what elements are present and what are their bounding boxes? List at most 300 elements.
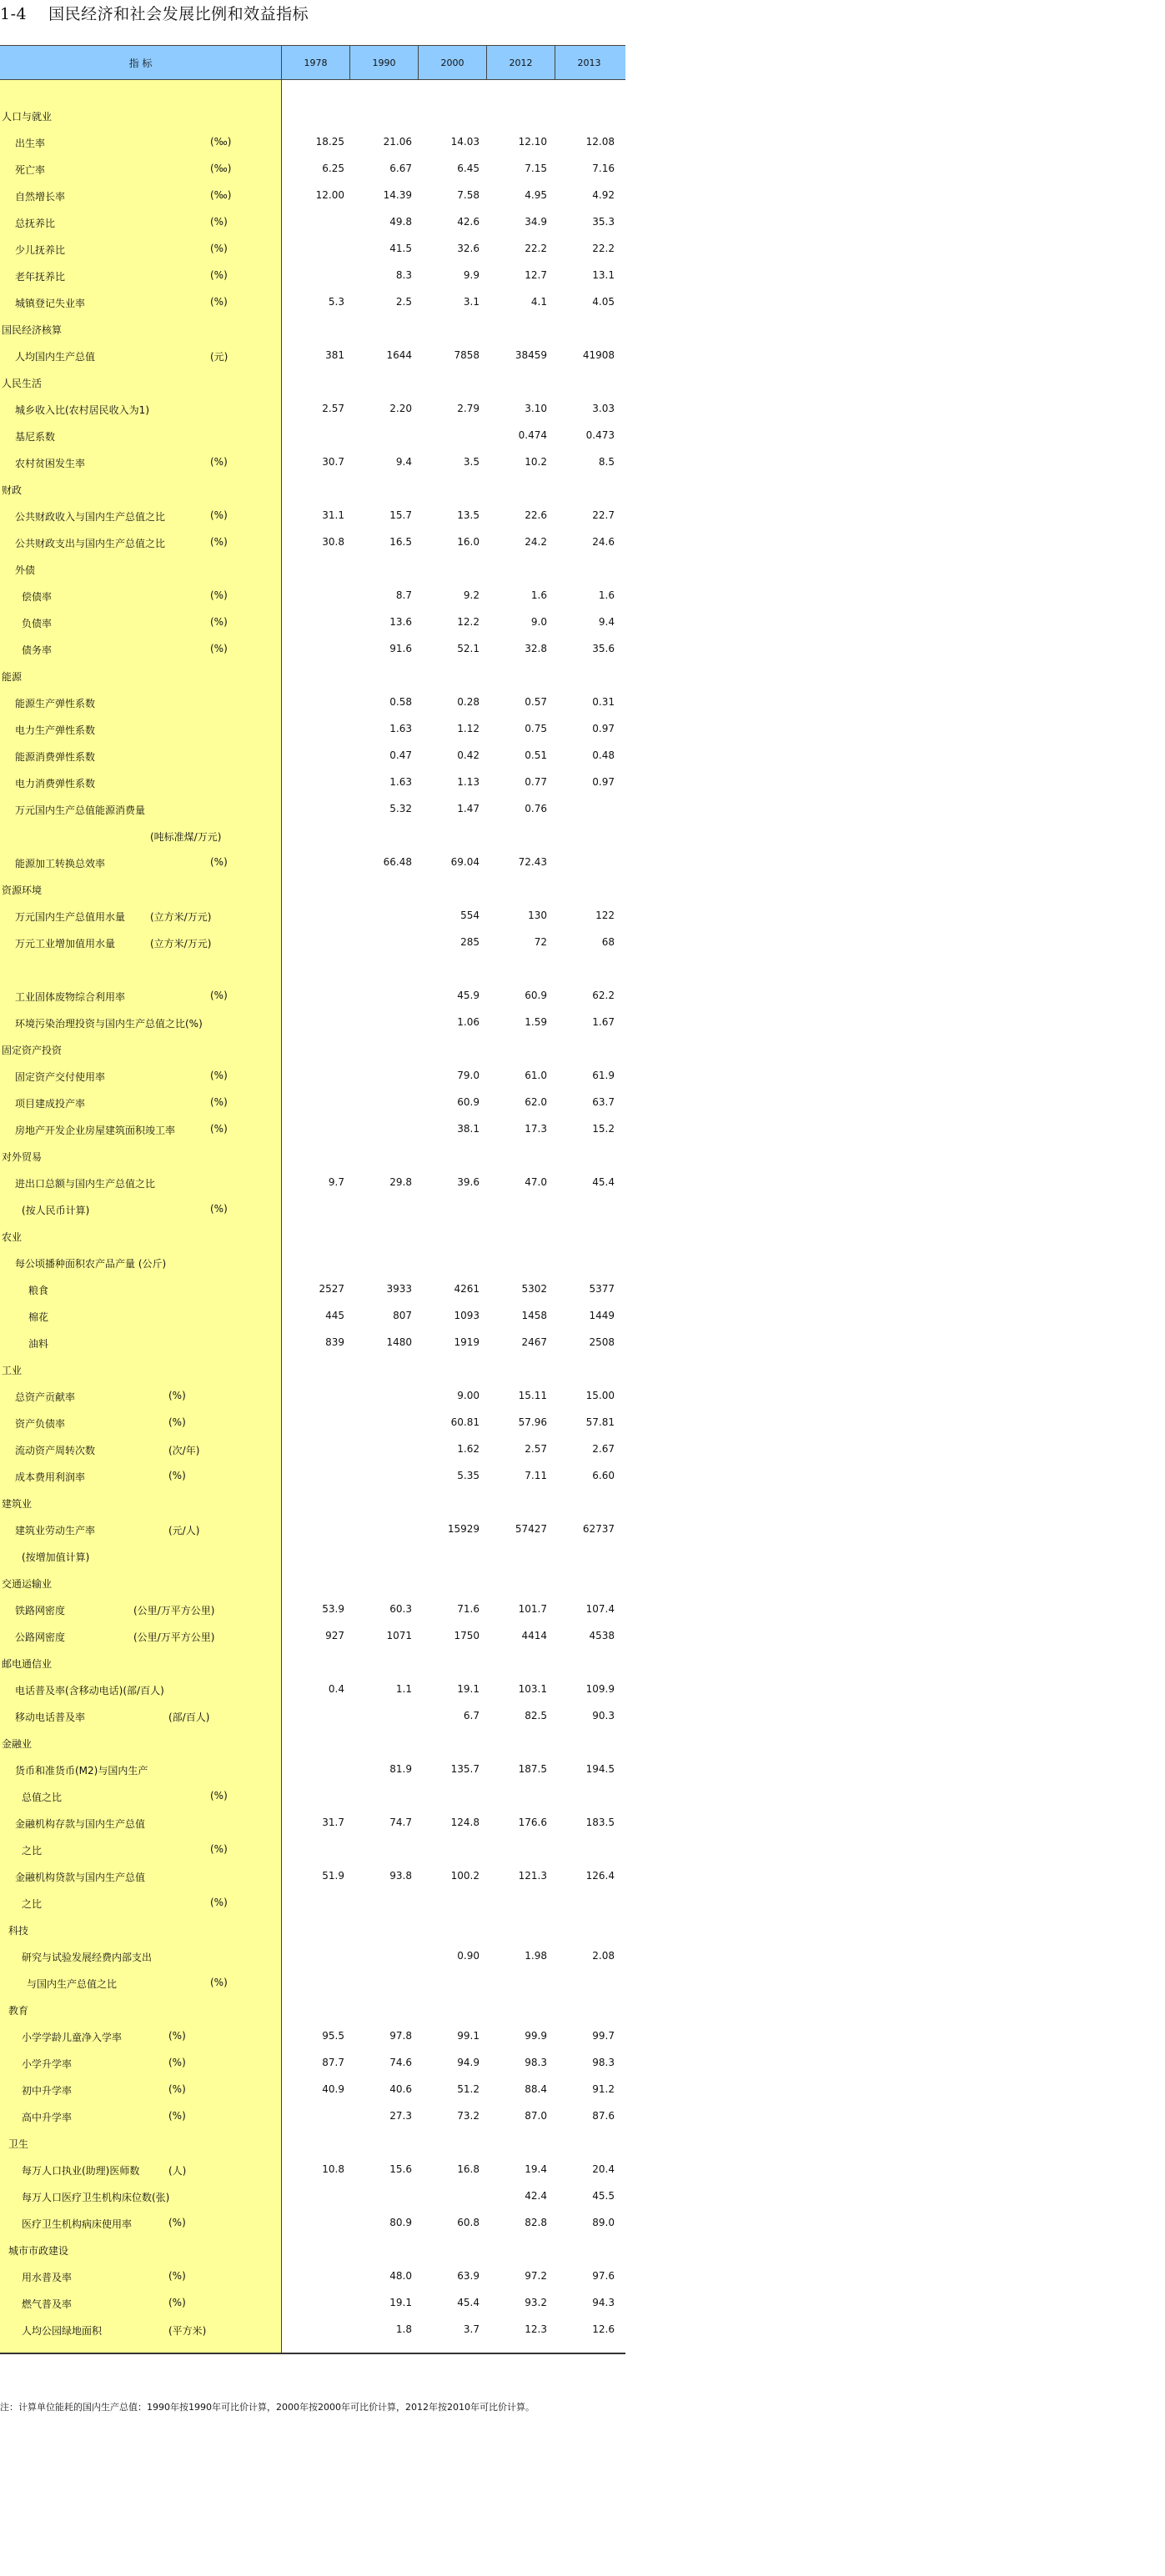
value-cell: 0.473 [585, 429, 615, 441]
row-indicator-cell [0, 1916, 282, 1942]
value-cell: 82.8 [525, 2217, 547, 2228]
row-indicator-cell [0, 2076, 282, 2102]
row-label: 与国内生产总值之比 [27, 1978, 118, 1990]
row-label: 货币和准货币(M2)与国内生产 [15, 1765, 148, 1777]
value-cell: 91.6 [389, 643, 412, 654]
value-cell: 2.08 [592, 1950, 615, 1962]
row-label: 国民经济核算 [2, 324, 63, 336]
row-indicator-cell [0, 1836, 282, 1862]
value-cell: 1449 [589, 1310, 615, 1321]
value-cell: 109.9 [585, 1683, 615, 1695]
value-cell: 14.39 [383, 189, 412, 201]
row-indicator-cell [0, 502, 282, 529]
row-label: 卫生 [8, 2138, 29, 2150]
value-cell: 45.9 [457, 990, 480, 1001]
table-row [0, 262, 625, 288]
table-row [0, 368, 625, 395]
value-cell: 53.9 [322, 1603, 344, 1615]
row-label: 人均公园绿地面积 [22, 2325, 103, 2337]
value-cell: 20.4 [592, 2163, 615, 2175]
table-row [0, 1489, 625, 1516]
row-unit: (公里/万平方公里) [133, 1631, 215, 1643]
value-cell: 21.06 [383, 136, 412, 148]
row-indicator-cell [0, 2316, 282, 2343]
row-unit: (%) [210, 1203, 228, 1215]
value-cell: 89.0 [592, 2217, 615, 2228]
row-label: 债务率 [22, 644, 53, 656]
row-unit: (元/人) [168, 1525, 200, 1536]
row-indicator-cell [0, 182, 282, 208]
value-cell: 47.0 [525, 1176, 547, 1188]
value-cell: 39.6 [457, 1176, 480, 1188]
value-cell: 1.6 [598, 589, 615, 601]
table-row [0, 1676, 625, 1702]
value-cell: 13.5 [457, 509, 480, 521]
value-cell: 60.9 [525, 990, 547, 1001]
row-label: 金融机构贷款与国内生产总值 [15, 1872, 146, 1883]
value-cell: 45.4 [457, 2297, 480, 2308]
value-cell: 99.7 [592, 2030, 615, 2042]
table-row [0, 1996, 625, 2022]
row-indicator-cell [0, 2263, 282, 2289]
row-label: 电力消费弹性系数 [15, 778, 96, 789]
row-label: 小学学龄儿童净入学率 [22, 2032, 123, 2043]
row-indicator-cell [0, 689, 282, 715]
row-unit: (立方米/万元) [150, 911, 212, 923]
table-row [0, 1942, 625, 1969]
row-unit: (%) [210, 216, 228, 228]
table-row [0, 1729, 625, 1756]
value-cell: 12.6 [592, 2323, 615, 2335]
row-unit: (%) [210, 616, 228, 628]
row-indicator-cell [0, 982, 282, 1009]
row-label: 人民生活 [2, 378, 43, 389]
row-indicator-cell [0, 742, 282, 769]
value-cell: 40.9 [322, 2083, 344, 2095]
row-label: 外债 [15, 564, 36, 576]
row-indicator-cell [0, 1462, 282, 1489]
row-label: 粮食 [28, 1285, 49, 1296]
table-row [0, 1596, 625, 1622]
row-unit: (%) [210, 269, 228, 281]
row-label: 负债率 [22, 618, 53, 629]
value-cell: 60.9 [457, 1096, 480, 1108]
row-indicator-cell [0, 769, 282, 795]
table-row [0, 1436, 625, 1462]
row-indicator-cell [0, 1062, 282, 1089]
value-cell: 3.5 [463, 456, 480, 468]
value-cell: 121.3 [518, 1870, 547, 1882]
row-indicator-cell [0, 902, 282, 929]
row-unit: (‰) [210, 136, 232, 148]
row-label: 偿债率 [22, 591, 53, 603]
row-indicator-cell [0, 1889, 282, 1916]
row-indicator-cell [0, 128, 282, 155]
table-row [0, 1756, 625, 1782]
table-row [0, 1862, 625, 1889]
row-indicator-cell [0, 235, 282, 262]
row-label: 交通运输业 [2, 1578, 53, 1590]
value-cell: 2.67 [592, 1443, 615, 1455]
table-row [0, 1702, 625, 1729]
row-indicator-cell [0, 449, 282, 475]
row-indicator-cell [0, 155, 282, 182]
value-cell: 12.00 [315, 189, 344, 201]
value-cell: 2.20 [389, 403, 412, 414]
row-unit: (%) [210, 990, 228, 1001]
row-indicator-cell [0, 1996, 282, 2022]
row-label: 能源 [2, 671, 23, 683]
value-cell: 1644 [386, 349, 412, 361]
row-unit: (%) [210, 856, 228, 868]
row-label: 死亡率 [15, 164, 46, 176]
value-cell: 1.98 [525, 1950, 547, 1962]
value-cell: 554 [460, 910, 480, 921]
row-label: 城市市政建设 [8, 2245, 69, 2257]
value-cell: 1.8 [395, 2323, 412, 2335]
row-unit: (%) [210, 1070, 228, 1081]
value-cell: 0.90 [457, 1950, 480, 1962]
value-cell: 6.67 [389, 163, 412, 174]
row-label: 燃气普及率 [22, 2298, 73, 2310]
table-row [0, 769, 625, 795]
value-cell: 5.3 [328, 296, 344, 308]
value-cell: 87.7 [322, 2057, 344, 2068]
value-cell: 72 [534, 936, 547, 948]
table-row [0, 1782, 625, 1809]
row-unit: (%) [210, 1123, 228, 1135]
row-label: 成本费用利润率 [15, 1471, 86, 1483]
row-label: 之比 [22, 1898, 43, 1910]
value-cell: 1071 [386, 1630, 412, 1641]
row-indicator-cell [0, 1729, 282, 1756]
value-cell: 2.5 [395, 296, 412, 308]
value-cell: 15.11 [518, 1390, 547, 1401]
value-cell: 1.13 [457, 776, 480, 788]
row-indicator-cell [0, 635, 282, 662]
row-label: 金融机构存款与国内生产总值 [15, 1818, 146, 1830]
row-unit: (元) [210, 351, 228, 363]
value-cell: 839 [325, 1336, 344, 1348]
row-label: 能源生产弹性系数 [15, 698, 96, 709]
value-cell: 34.9 [525, 216, 547, 228]
value-cell: 30.8 [322, 536, 344, 548]
value-cell: 2508 [589, 1336, 615, 1348]
table-row [0, 1142, 625, 1169]
value-cell: 62.2 [592, 990, 615, 1001]
row-label: 自然增长率 [15, 191, 66, 203]
value-cell: 135.7 [450, 1763, 480, 1775]
value-cell: 2467 [521, 1336, 547, 1348]
value-cell: 0.4 [328, 1683, 344, 1695]
row-label: 建筑业劳动生产率 [15, 1525, 96, 1536]
value-cell: 1.59 [525, 1016, 547, 1028]
table-row [0, 2183, 625, 2209]
table-row [0, 102, 625, 128]
table-body [0, 102, 625, 2343]
value-cell: 94.3 [592, 2297, 615, 2308]
row-indicator-cell [0, 1222, 282, 1249]
row-indicator-cell [0, 715, 282, 742]
row-indicator-cell [0, 1089, 282, 1115]
row-label: (按增加值计算) [22, 1551, 90, 1563]
row-label: 房地产开发企业房屋建筑面积竣工率 [15, 1125, 176, 1136]
row-label: 基尼系数 [15, 431, 56, 443]
row-indicator-cell [0, 2209, 282, 2236]
row-unit: (%) [210, 456, 228, 468]
row-indicator-cell [0, 1569, 282, 1596]
value-cell: 7.58 [457, 189, 480, 201]
page-title [0, 2, 309, 24]
row-label: 高中升学率 [22, 2112, 73, 2123]
table-row [0, 662, 625, 689]
value-cell: 29.8 [389, 1176, 412, 1188]
row-indicator-cell [0, 662, 282, 689]
value-cell: 1.63 [389, 723, 412, 734]
table-row [0, 2289, 625, 2316]
row-unit: (%) [168, 2083, 186, 2095]
value-cell: 94.9 [457, 2057, 480, 2068]
value-cell: 12.3 [525, 2323, 547, 2335]
table-row [0, 2102, 625, 2129]
row-unit: (%) [210, 643, 228, 654]
value-cell: 107.4 [585, 1603, 615, 1615]
value-cell: 13.6 [389, 616, 412, 628]
value-cell: 13.1 [592, 269, 615, 281]
row-label: 建筑业 [2, 1498, 33, 1510]
row-indicator-cell [0, 208, 282, 235]
value-cell: 35.6 [592, 643, 615, 654]
value-cell: 38459 [515, 349, 547, 361]
value-cell: 7.16 [592, 163, 615, 174]
value-cell: 99.9 [525, 2030, 547, 2042]
row-label: 邮电通信业 [2, 1658, 53, 1670]
table-row [0, 475, 625, 502]
table-row [0, 715, 625, 742]
row-indicator-cell [0, 1409, 282, 1436]
value-cell: 32.6 [457, 243, 480, 254]
value-cell: 14.03 [450, 136, 480, 148]
row-indicator-cell [0, 1249, 282, 1275]
value-cell: 0.77 [525, 776, 547, 788]
value-cell: 183.5 [585, 1817, 615, 1828]
value-cell: 42.4 [525, 2190, 547, 2202]
row-unit: (%) [168, 1390, 186, 1401]
value-cell: 22.2 [525, 243, 547, 254]
value-cell: 194.5 [585, 1763, 615, 1775]
row-indicator-cell [0, 1942, 282, 1969]
row-unit: (‰) [210, 189, 232, 201]
value-cell: 9.4 [598, 616, 615, 628]
table-row [0, 1969, 625, 1996]
row-indicator-cell [0, 555, 282, 582]
value-cell: 72.43 [518, 856, 547, 868]
row-unit: (%) [210, 589, 228, 601]
table-row [0, 1649, 625, 1676]
row-label: 工业固体废物综合利用率 [15, 991, 126, 1003]
table-row [0, 208, 625, 235]
row-indicator-cell [0, 1969, 282, 1996]
row-label: 电力生产弹性系数 [15, 724, 96, 736]
row-label: 油料 [28, 1338, 49, 1350]
row-label: 每万人口医疗卫生机构床位数(张) [22, 2192, 170, 2203]
row-indicator-cell [0, 475, 282, 502]
table-row [0, 849, 625, 875]
row-label: 移动电话普及率 [15, 1711, 86, 1723]
value-cell: 52.1 [457, 643, 480, 654]
row-indicator-cell [0, 1489, 282, 1516]
row-indicator-cell [0, 422, 282, 449]
value-cell: 61.9 [592, 1070, 615, 1081]
row-unit: (%) [168, 1470, 186, 1481]
row-label: 城镇登记失业率 [15, 298, 86, 309]
value-cell: 6.7 [463, 1710, 480, 1722]
value-cell: 9.2 [463, 589, 480, 601]
value-cell: 87.6 [592, 2110, 615, 2122]
row-unit: (平方米) [168, 2325, 207, 2337]
row-label: 公共财政收入与国内生产总值之比 [15, 511, 166, 523]
row-label: 财政 [2, 484, 23, 496]
value-cell: 19.4 [525, 2163, 547, 2175]
value-cell: 3.03 [592, 403, 615, 414]
table-row [0, 902, 625, 929]
row-indicator-cell [0, 1756, 282, 1782]
row-unit: (公里/万平方公里) [133, 1605, 215, 1616]
value-cell: 31.1 [322, 509, 344, 521]
row-label: 项目建成投产率 [15, 1098, 86, 1110]
row-indicator-cell [0, 1329, 282, 1356]
header-year: 1978 [282, 46, 350, 79]
row-indicator-cell [0, 1035, 282, 1062]
value-cell: 82.5 [525, 1710, 547, 1722]
row-label: 总资产贡献率 [15, 1391, 76, 1403]
value-cell: 18.25 [315, 136, 344, 148]
row-label: 电话普及率(含移动电话)(部/百人) [15, 1685, 164, 1696]
value-cell: 0.47 [389, 749, 412, 761]
table-row [0, 955, 625, 982]
table-row [0, 2076, 625, 2102]
row-indicator-cell [0, 2183, 282, 2209]
value-cell: 22.7 [592, 509, 615, 521]
value-cell: 6.60 [592, 1470, 615, 1481]
table-row [0, 1302, 625, 1329]
value-cell: 3.10 [525, 403, 547, 414]
value-cell: 7.11 [525, 1470, 547, 1481]
row-indicator-cell [0, 2022, 282, 2049]
value-cell: 1.12 [457, 723, 480, 734]
value-cell: 15.2 [592, 1123, 615, 1135]
row-indicator-cell [0, 875, 282, 902]
value-cell: 1750 [454, 1630, 480, 1641]
row-indicator-cell [0, 342, 282, 368]
table-row [0, 529, 625, 555]
row-indicator-cell [0, 1356, 282, 1382]
value-cell: 60.3 [389, 1603, 412, 1615]
value-cell: 41.5 [389, 243, 412, 254]
table-row [0, 1542, 625, 1569]
table-row [0, 1916, 625, 1942]
data-table [0, 45, 625, 2354]
value-cell: 12.2 [457, 616, 480, 628]
table-row [0, 2209, 625, 2236]
value-cell: 42.6 [457, 216, 480, 228]
row-indicator-cell [0, 2289, 282, 2316]
table-row [0, 395, 625, 422]
table-row [0, 342, 625, 368]
value-cell: 61.0 [525, 1070, 547, 1081]
value-cell: 3.7 [463, 2323, 480, 2335]
value-cell: 2.57 [322, 403, 344, 414]
row-indicator-cell [0, 795, 282, 822]
row-unit: (%) [210, 296, 228, 308]
value-cell: 60.8 [457, 2217, 480, 2228]
value-cell: 98.3 [592, 2057, 615, 2068]
value-cell: 15.6 [389, 2163, 412, 2175]
row-label: 万元工业增加值用水量 [15, 938, 116, 950]
value-cell: 15.7 [389, 509, 412, 521]
value-cell: 63.7 [592, 1096, 615, 1108]
value-cell: 103.1 [518, 1683, 547, 1695]
table-row [0, 1409, 625, 1436]
row-label: 环境污染治理投资与国内生产总值之比(%) [15, 1018, 203, 1030]
value-cell: 0.31 [592, 696, 615, 708]
row-indicator-cell [0, 1622, 282, 1649]
value-cell: 73.2 [457, 2110, 480, 2122]
row-unit: (%) [168, 1416, 186, 1428]
value-cell: 445 [325, 1310, 344, 1321]
value-cell: 93.2 [525, 2297, 547, 2308]
row-label: 棉花 [28, 1311, 49, 1323]
value-cell: 10.2 [525, 456, 547, 468]
row-label: 金融业 [2, 1738, 33, 1750]
header-year: 2013 [577, 57, 601, 68]
value-cell: 130 [528, 910, 547, 921]
value-cell: 5377 [589, 1283, 615, 1295]
table-row [0, 2049, 625, 2076]
value-cell: 22.6 [525, 509, 547, 521]
row-label: 农业 [2, 1231, 23, 1243]
value-cell: 9.9 [463, 269, 480, 281]
value-cell: 4.05 [592, 296, 615, 308]
value-cell: 51.9 [322, 1870, 344, 1882]
value-cell: 2527 [319, 1283, 344, 1295]
value-cell: 8.3 [395, 269, 412, 281]
value-cell: 16.5 [389, 536, 412, 548]
row-indicator-cell [0, 2129, 282, 2156]
value-cell: 79.0 [457, 1070, 480, 1081]
row-label: 总抚养比 [15, 218, 56, 229]
value-cell: 5.35 [457, 1470, 480, 1481]
value-cell: 7858 [454, 349, 480, 361]
value-cell: 19.1 [457, 1683, 480, 1695]
row-indicator-cell [0, 2102, 282, 2129]
row-label: 总值之比 [22, 1792, 63, 1803]
value-cell: 4261 [454, 1283, 480, 1295]
value-cell: 176.6 [518, 1817, 547, 1828]
row-indicator-cell [0, 1382, 282, 1409]
row-unit: (部/百人) [168, 1711, 210, 1723]
row-unit: (%) [210, 1843, 228, 1855]
value-cell: 2.57 [525, 1443, 547, 1455]
value-cell: 57427 [515, 1523, 547, 1535]
value-cell: 187.5 [518, 1763, 547, 1775]
table-row [0, 1516, 625, 1542]
footnote: 注：计算单位能耗的国内生产总值：1990年按1990年可比价计算，2000年按2000年可比价计算，2012年按2010年可比价计算。 [0, 2402, 535, 2413]
value-cell: 126.4 [585, 1870, 615, 1882]
row-label: 人口与就业 [2, 111, 53, 123]
value-cell: 0.97 [592, 723, 615, 734]
table-row [0, 2263, 625, 2289]
